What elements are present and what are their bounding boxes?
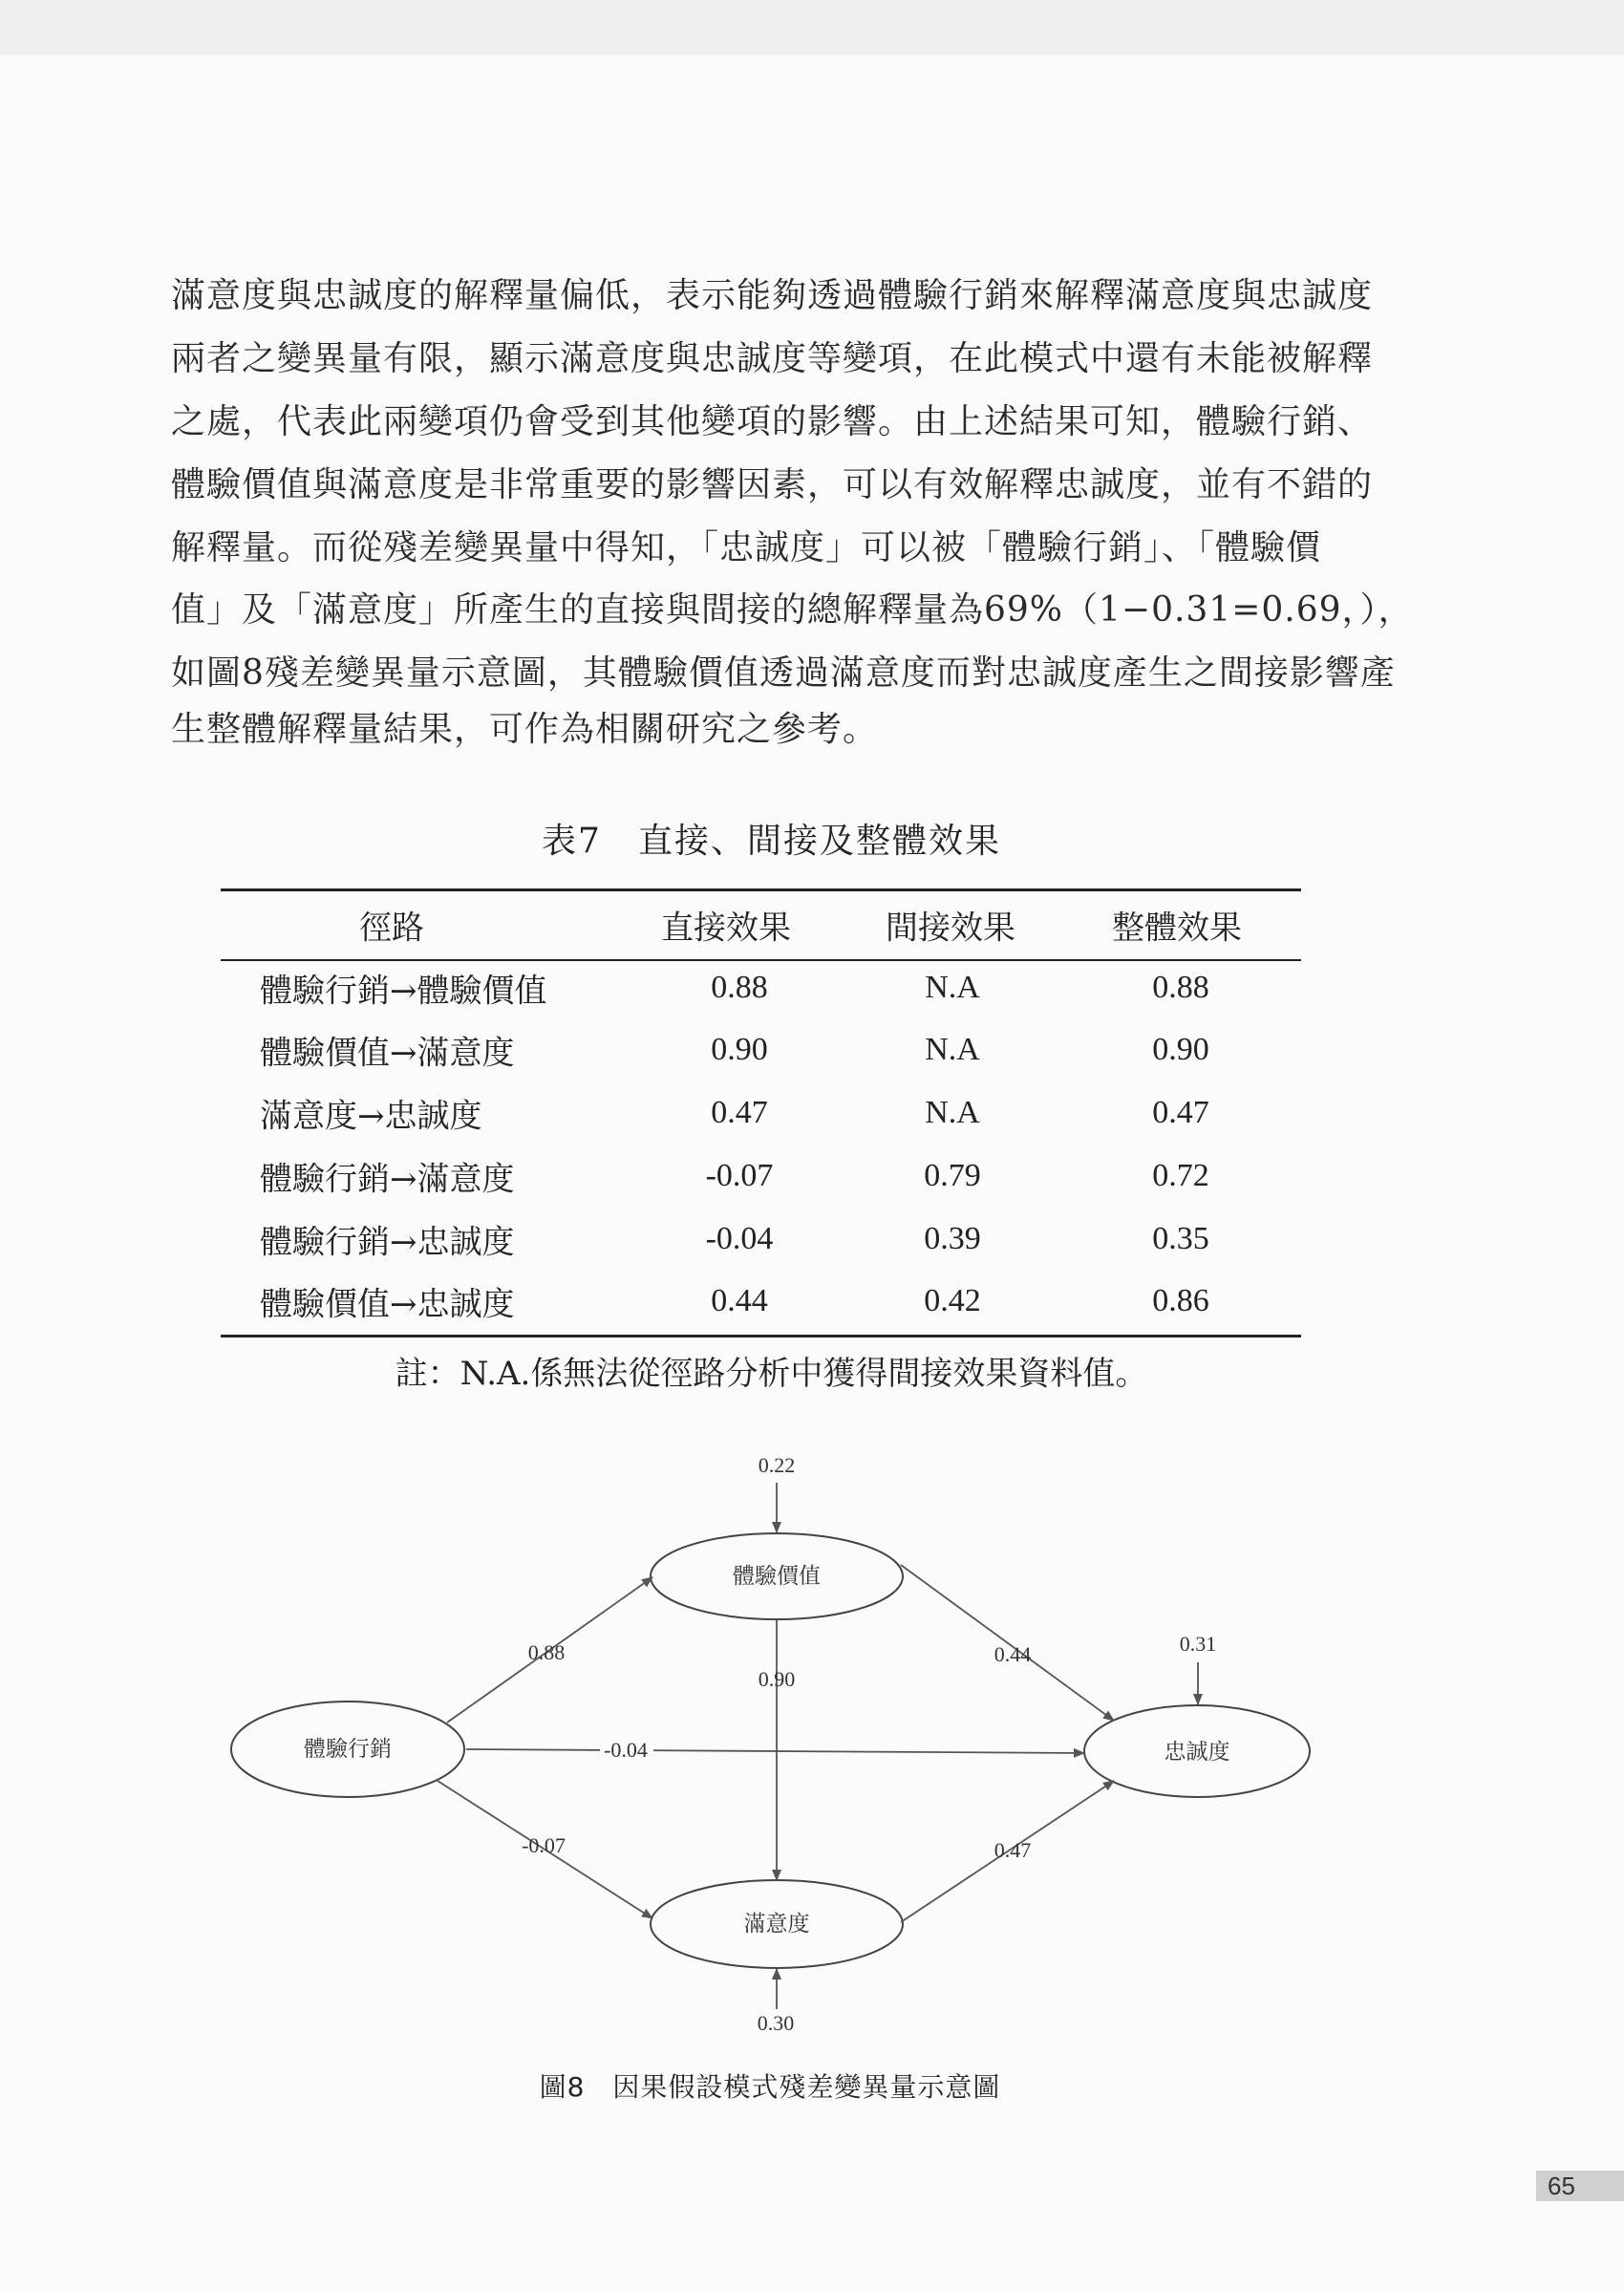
figure-caption: 圖8 因果假設模式殘差變異量示意圖	[539, 2071, 1001, 2103]
table-cell-total: 0.72	[1152, 1158, 1209, 1193]
label-satisfaction: 滿意度	[743, 1912, 810, 1937]
table-cell-total: 0.88	[1152, 970, 1209, 1005]
label-marketing: 體驗行銷	[304, 1737, 392, 1762]
label-loyalty: 忠誠度	[1164, 1740, 1230, 1765]
paragraph-line: 之處，代表此兩變項仍會受到其他變項的影響。由上述結果可知，體驗行銷、	[171, 402, 1374, 441]
table-cell-direct: 0.90	[711, 1032, 768, 1067]
table-cell-indirect: N.A	[925, 1032, 980, 1067]
paragraph-line: 體驗價值與滿意度是非常重要的影響因素，可以有效解釋忠誠度，並有不錯的	[171, 465, 1374, 504]
table-cell-indirect: 0.42	[924, 1283, 981, 1318]
table-cell-indirect: 0.39	[924, 1221, 981, 1256]
table-cell-direct: -0.07	[705, 1158, 774, 1193]
paragraph-line: 兩者之變異量有限，顯示滿意度與忠誠度等變項，在此模式中還有未能被解釋	[171, 339, 1374, 378]
table-cell-total: 0.86	[1152, 1283, 1209, 1318]
table-cell-indirect: N.A	[925, 1095, 980, 1130]
table-cell-path: 體驗價值→忠誠度	[260, 1285, 515, 1324]
table-cell-indirect: 0.79	[924, 1158, 981, 1193]
header-indirect: 間接效果	[886, 909, 1015, 948]
header-total: 整體效果	[1112, 909, 1242, 948]
table-cell-indirect: N.A	[925, 970, 980, 1005]
table-note: 註：N.A.係無法從徑路分析中獲得間接效果資料值。	[395, 1355, 1148, 1393]
residual-loyalty: 0.31	[1179, 1632, 1217, 1657]
coef-marketing-satisfaction: -0.07	[522, 1833, 566, 1858]
table-cell-direct: 0.47	[711, 1095, 768, 1130]
table-cell-path: 體驗價值→滿意度	[260, 1034, 515, 1073]
table-cell-direct: -0.04	[705, 1221, 774, 1256]
table-title: 表7 直接、間接及整體效果	[542, 822, 1001, 861]
table-cell-direct: 0.44	[711, 1283, 768, 1318]
table-cell-direct: 0.88	[711, 970, 768, 1005]
header-direct: 直接效果	[661, 909, 791, 948]
coef-satisfaction-loyalty: 0.47	[994, 1838, 1032, 1863]
residual-value: 0.22	[758, 1453, 796, 1478]
coef-value-satisfaction: 0.90	[758, 1667, 796, 1692]
table-cell-path: 體驗行銷→體驗價值	[260, 972, 547, 1011]
arrow-marketing-loyalty	[466, 1749, 1084, 1753]
table-cell-path: 體驗行銷→忠誠度	[260, 1223, 515, 1262]
residual-satisfaction: 0.30	[757, 2011, 795, 2036]
table-cell-total: 0.47	[1152, 1095, 1209, 1130]
table-cell-path: 滿意度→忠誠度	[260, 1097, 482, 1136]
coef-value-loyalty: 0.44	[994, 1642, 1032, 1667]
paragraph-line: 解釋量。而從殘差變異量中得知，「忠誠度」可以被「體驗行銷」、「體驗價	[171, 528, 1322, 567]
page-number: 65	[1536, 2171, 1624, 2201]
paragraph-line: 如圖8殘差變異量示意圖，其體驗價值透過滿意度而對忠誠度產生之間接影響產	[171, 653, 1396, 693]
label-value: 體驗價值	[733, 1564, 821, 1589]
paragraph-line: 值」及「滿意度」所產生的直接與間接的總解釋量為69%（1−0.31=0.69，），	[171, 590, 1414, 630]
paragraph-line: 生整體解釋量結果，可作為相關研究之參考。	[171, 710, 879, 749]
coef-marketing-value: 0.88	[527, 1640, 566, 1665]
paragraph-line: 滿意度與忠誠度的解釋量偏低，表示能夠透過體驗行銷來解釋滿意度與忠誠度	[171, 276, 1374, 315]
header-path: 徑路	[359, 909, 424, 948]
table-cell-total: 0.35	[1152, 1221, 1209, 1256]
coef-marketing-loyalty: -0.04	[604, 1738, 648, 1763]
table-cell-total: 0.90	[1152, 1032, 1209, 1067]
table-cell-path: 體驗行銷→滿意度	[260, 1160, 515, 1199]
